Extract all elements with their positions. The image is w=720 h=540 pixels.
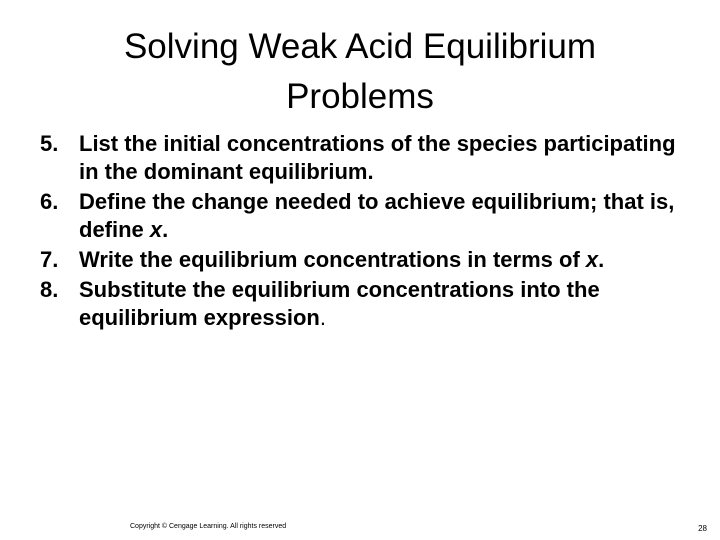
page-number: 28 (698, 524, 707, 533)
variable-x: x (585, 247, 599, 272)
list-item-punctuation: . (319, 305, 326, 330)
list-item-text: Write the equilibrium concentrations in terms of (79, 247, 586, 272)
list-item-punctuation: . (162, 217, 169, 242)
list-item-number: 5. (40, 131, 59, 156)
list-item-text: List the initial concentrations of the species participating in the dominant equilibrium. (79, 131, 676, 184)
steps-list (40, 130, 690, 334)
list-item-8 (40, 276, 690, 332)
list-item-7 (40, 246, 690, 274)
copyright-footer: Copyright © Cengage Learning. All rights reserved (130, 523, 287, 530)
slide-title-line-2: Problems (286, 77, 434, 116)
list-item-5 (40, 130, 690, 186)
slide-title-line-1: Solving Weak Acid Equilibrium (123, 27, 597, 66)
list-item-text: Substitute the equilibrium concentrations into the equilibrium expression (79, 277, 600, 330)
variable-x: x (149, 217, 163, 242)
list-item-punctuation: . (598, 247, 605, 272)
list-item-number: 7. (40, 247, 59, 272)
list-item-number: 8. (40, 277, 59, 302)
list-item-text: Define the change needed to achieve equilibrium; that is, define (79, 189, 675, 242)
slide-title (60, 22, 660, 122)
list-item-6 (40, 188, 690, 244)
list-item-number: 6. (40, 189, 59, 214)
